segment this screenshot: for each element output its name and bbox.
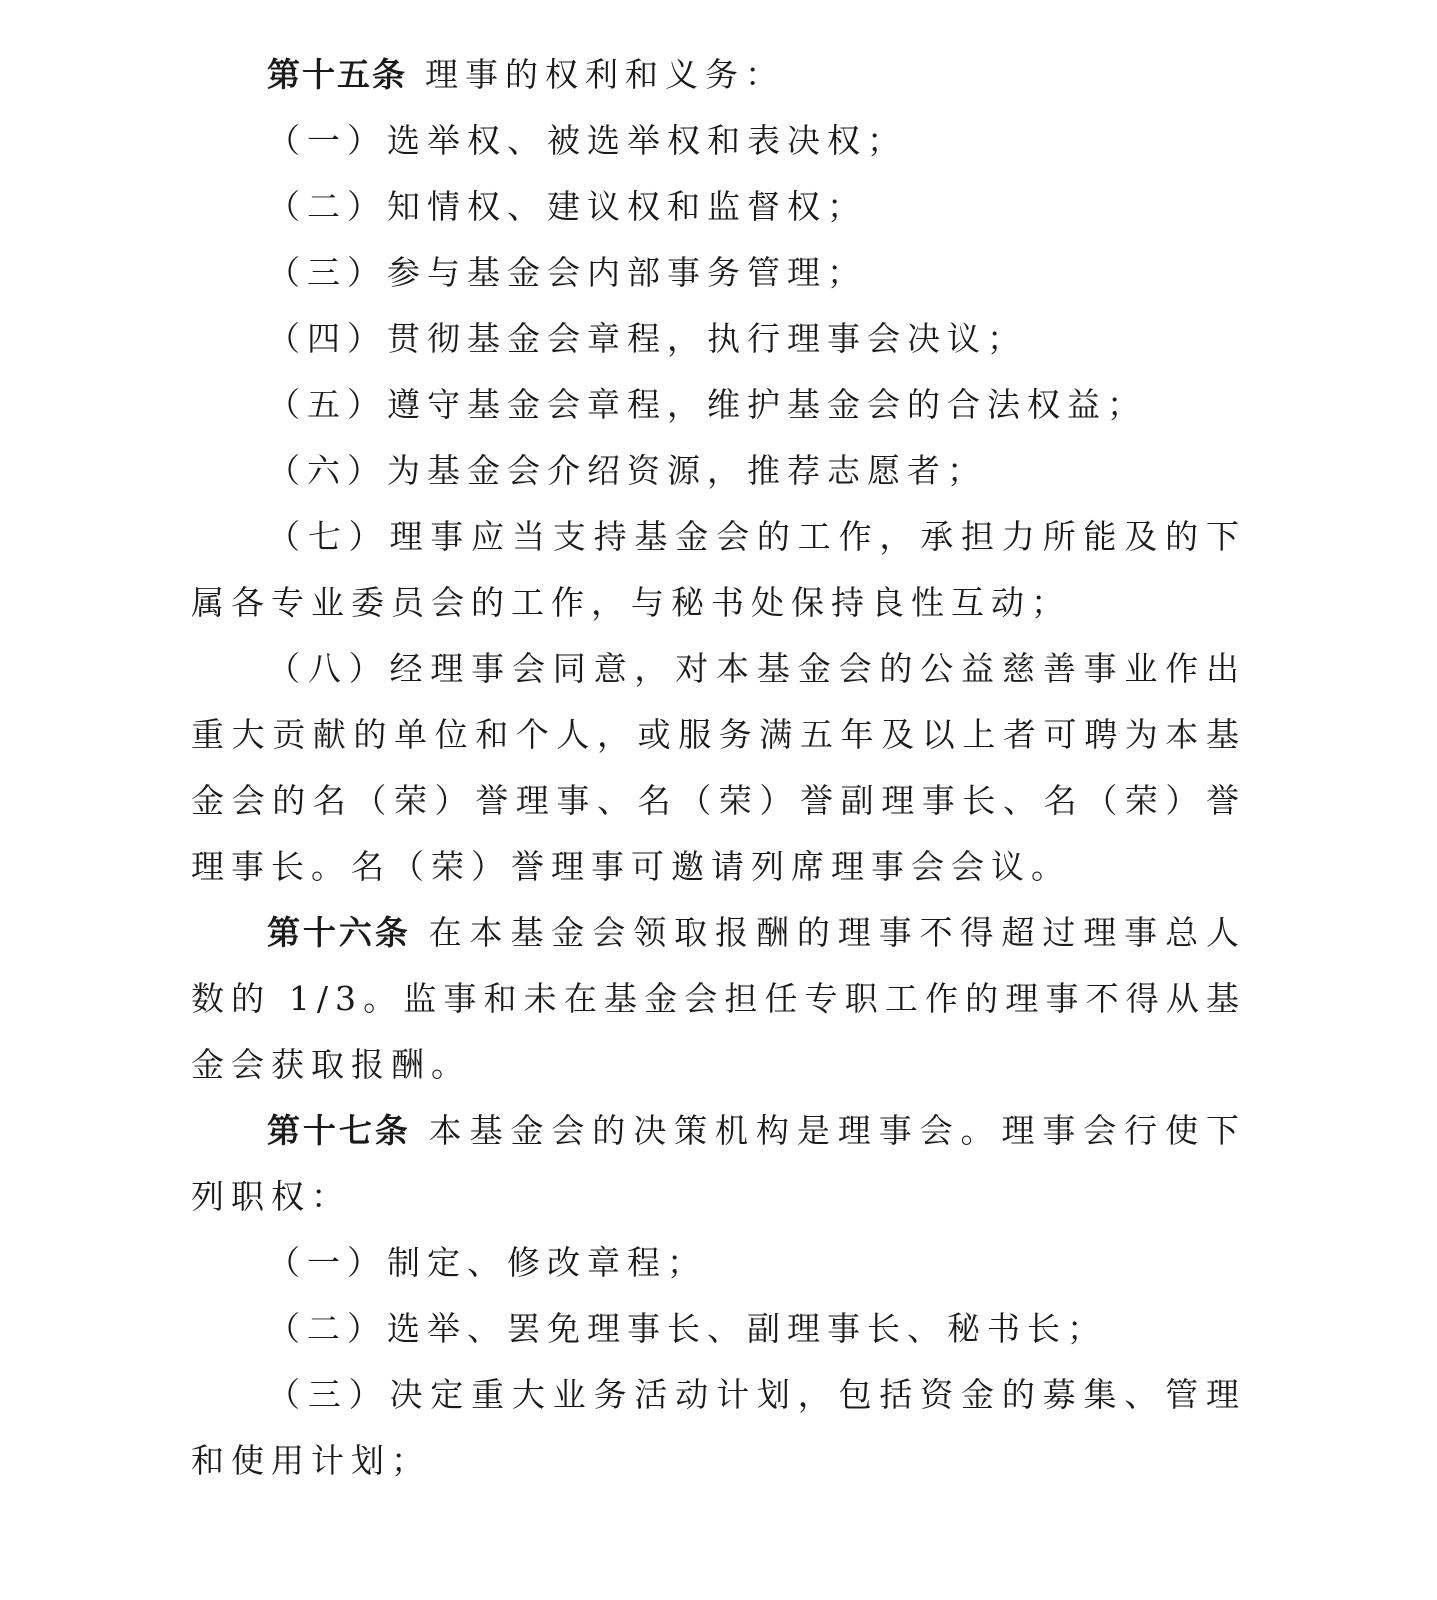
article-15-item-3: （三）参与基金会内部事务管理；: [267, 253, 867, 292]
article-16-text: 在本基金会领取报酬的理事不得超过理事总人数的 1/3。监事和未在基金会担任专职工作的理事不得从基金会获取报酬。: [191, 913, 1247, 1084]
article-15-item-4: （四）贯彻基金会章程，执行理事会决议；: [267, 319, 1027, 358]
article-17-item-2: （二）选举、罢免理事长、副理事长、秘书长；: [267, 1309, 1107, 1348]
article-15-item-6: （六）为基金会介绍资源，推荐志愿者；: [267, 451, 987, 490]
article-15-heading: 第十五条: [267, 55, 407, 94]
document-page: [191, 42, 1246, 1494]
article-16-heading: 第十六条: [267, 913, 411, 952]
article-15-item-2: （二）知情权、建议权和监督权；: [267, 187, 867, 226]
article-15-item-7: （七）理事应当支持基金会的工作，承担力所能及的下属各专业委员会的工作，与秘书处保持良性互动；: [191, 517, 1246, 622]
article-15-text: 理事的权利和义务：: [425, 55, 785, 94]
article-17-intro: [191, 1098, 1246, 1230]
article-17-text: 本基金会的决策机构是理事会。理事会行使下列职权：: [191, 1111, 1247, 1216]
article-16: [191, 900, 1246, 1098]
article-17-item-1: （一）制定、修改章程；: [267, 1243, 707, 1282]
article-15-intro: [191, 42, 1246, 108]
article-15-item-5: （五）遵守基金会章程，维护基金会的合法权益；: [267, 385, 1147, 424]
article-17-item-3: （三）决定重大业务活动计划，包括资金的募集、管理和使用计划；: [191, 1375, 1246, 1480]
article-15-item-8: （八）经理事会同意，对本基金会的公益慈善事业作出重大贡献的单位和个人，或服务满五年及以上者可聘为本基金会的名（荣）誉理事、名（荣）誉副理事长、名（荣）誉理事长。名（荣）誉理事可邀请列席理事会会议。: [191, 649, 1246, 886]
article-15-item-1: （一）选举权、被选举权和表决权；: [267, 121, 907, 160]
article-17-heading: 第十七条: [267, 1111, 411, 1150]
